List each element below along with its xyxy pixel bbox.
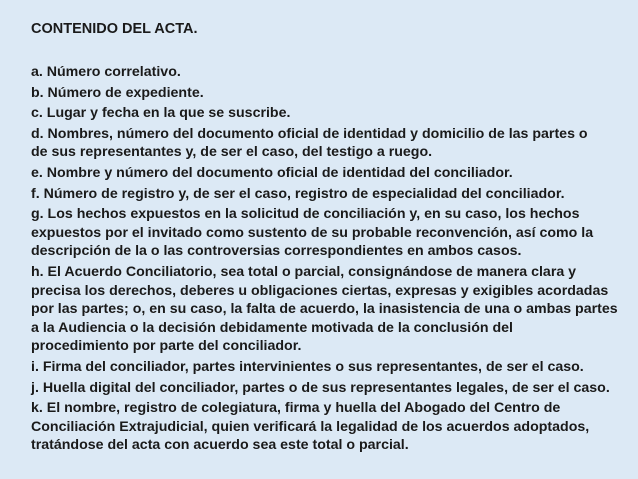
list-item-f: f. Número de registro y, de ser el caso, registro de especialidad del conciliador. [31, 185, 565, 202]
list-item-b: b. Número de expediente. [31, 84, 204, 101]
list-item-i: i. Firma del conciliador, partes intervinientes o sus representantes, de ser el caso. [31, 358, 584, 375]
list-item-c: c. Lugar y fecha en la que se suscribe. [31, 105, 291, 122]
list-item-k: k. El nombre, registro de colegiatura, firma y huella del Abogado del Centro de Conciliación Extrajudicial, quien verificará la legalidad de los acuerdos adoptados, tratándose del acta con acuerdo sea este total o parcial. [31, 400, 590, 454]
list-item-a: a. Número correlativo. [31, 64, 181, 80]
document-title: CONTENIDO DEL ACTA. [31, 21, 198, 37]
list-item-j: j. Huella digital del conciliador, partes o de sus representantes legales, de ser el caso. [31, 379, 610, 396]
content-list [31, 63, 631, 457]
list-item-e: e. Nombre y número del documento oficial de identidad del conciliador. [31, 164, 513, 181]
list-item-h: h. El Acuerdo Conciliatorio, sea total o parcial, consignándose de manera clara y precisa los derechos, deberes u obligaciones ciertas, expresas y exigibles acordadas por las partes; o, en su caso, la falta de acuerdo, la inasistencia de una o ambas partes a la Audiencia o la decisión debidamente motivada de la conclusión del procedimiento por parte del conciliador. [31, 263, 618, 355]
list-item-d: d. Nombres, número del documento oficial de identidad y domicilio de las partes o de sus representantes y, de ser el caso, del testigo a ruego. [31, 125, 588, 161]
list-item-g: g. Los hechos expuestos en la solicitud de conciliación y, en su caso, los hechos expuestos por el invitado como sustento de su probable reconvención, así como la descripción de la o las controversias correspondientes en ambos casos. [31, 206, 594, 260]
